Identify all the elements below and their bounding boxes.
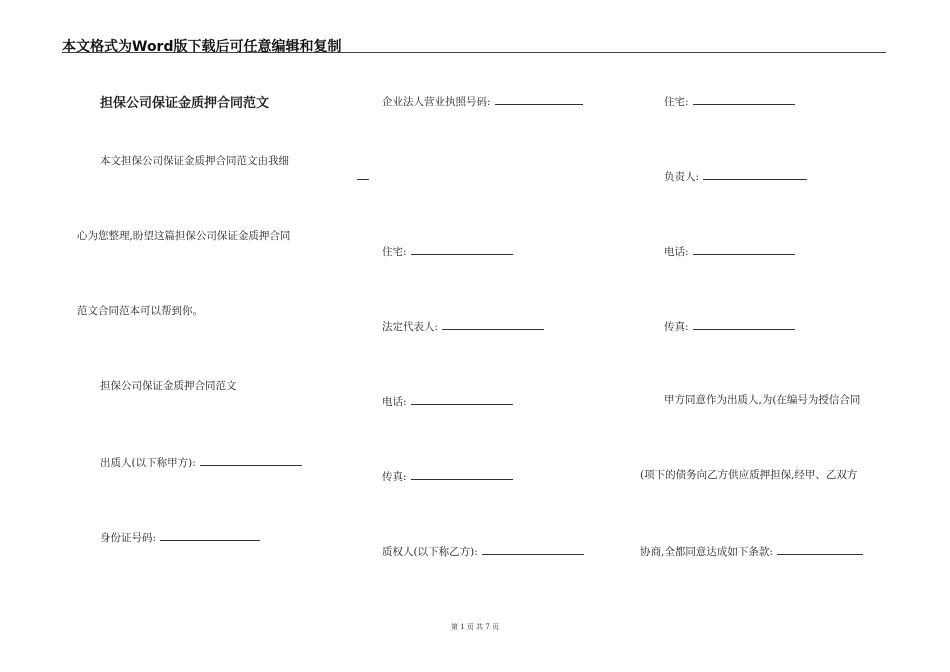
legal-rep-label: 法定代表人: <box>382 321 439 333</box>
pledgor-address-blank <box>411 243 513 255</box>
pledgor-phone-label: 电话: <box>382 396 407 408</box>
intro-line-2: 心为您整理,盼望这篇担保公司保证金质押合同 <box>77 230 291 242</box>
id-number-blank <box>160 529 260 541</box>
header-divider <box>62 52 886 53</box>
contract-subtitle: 担保公司保证金质押合同范文 <box>100 380 237 392</box>
pledgor-fax-label: 传真: <box>382 471 407 483</box>
document-header: 本文格式为Word版下载后可任意编辑和复制 <box>62 39 342 55</box>
pledgor-phone-field <box>382 393 513 409</box>
pledgee-fax-label: 传真: <box>664 321 689 333</box>
pledgee-phone-label: 电话: <box>664 246 689 258</box>
short-rule <box>357 179 369 180</box>
pledgee-address-blank <box>693 93 795 105</box>
agreement-line-3: 协商,全都同意达成如下条款: <box>640 546 773 558</box>
pledgee-blank <box>482 543 584 555</box>
pledgee-field <box>382 543 584 559</box>
license-field <box>382 93 583 109</box>
pledgor-fax-blank <box>411 468 513 480</box>
pledgee-label: 质权人(以下称乙方): <box>382 546 478 558</box>
pledgee-fax-blank <box>693 318 795 330</box>
pledgor-address-field <box>382 243 513 259</box>
license-blank <box>495 93 583 105</box>
pledgee-phone-blank <box>693 243 795 255</box>
intro-line-3: 范文合同范本可以帮到你。 <box>77 305 203 317</box>
responsible-person-blank <box>703 168 807 180</box>
pledgee-address-label: 住宅: <box>664 96 689 108</box>
agreement-line-3-field <box>640 543 863 559</box>
agreement-blank <box>777 543 863 555</box>
responsible-person-field <box>664 168 807 184</box>
pledgee-phone-field <box>664 243 795 259</box>
pledgor-address-label: 住宅: <box>382 246 407 258</box>
pledgor-blank <box>200 454 302 466</box>
legal-rep-blank <box>442 318 544 330</box>
document-title: 担保公司保证金质押合同范文 <box>100 96 270 111</box>
pledgor-fax-field <box>382 468 513 484</box>
page-number: 第 1 页 共 7 页 <box>450 623 500 631</box>
intro-line-1: 本文担保公司保证金质押合同范文由我细 <box>100 155 289 167</box>
pledgor-label: 出质人(以下称甲方): <box>100 457 196 469</box>
pledgee-address-field <box>664 93 795 109</box>
legal-rep-field <box>382 318 544 334</box>
pledgor-phone-blank <box>411 393 513 405</box>
id-number-label: 身份证号码: <box>100 532 157 544</box>
pledgor-field <box>100 454 302 470</box>
id-number-field <box>100 529 260 545</box>
agreement-line-1: 甲方同意作为出质人,为(在编号为授信合同 <box>664 394 861 406</box>
pledgee-fax-field <box>664 318 795 334</box>
responsible-person-label: 负责人: <box>664 171 700 183</box>
license-label: 企业法人营业执照号码: <box>382 96 491 108</box>
agreement-line-2: (项下的债务向乙方供应质押担保,经甲、乙双方 <box>640 469 858 481</box>
